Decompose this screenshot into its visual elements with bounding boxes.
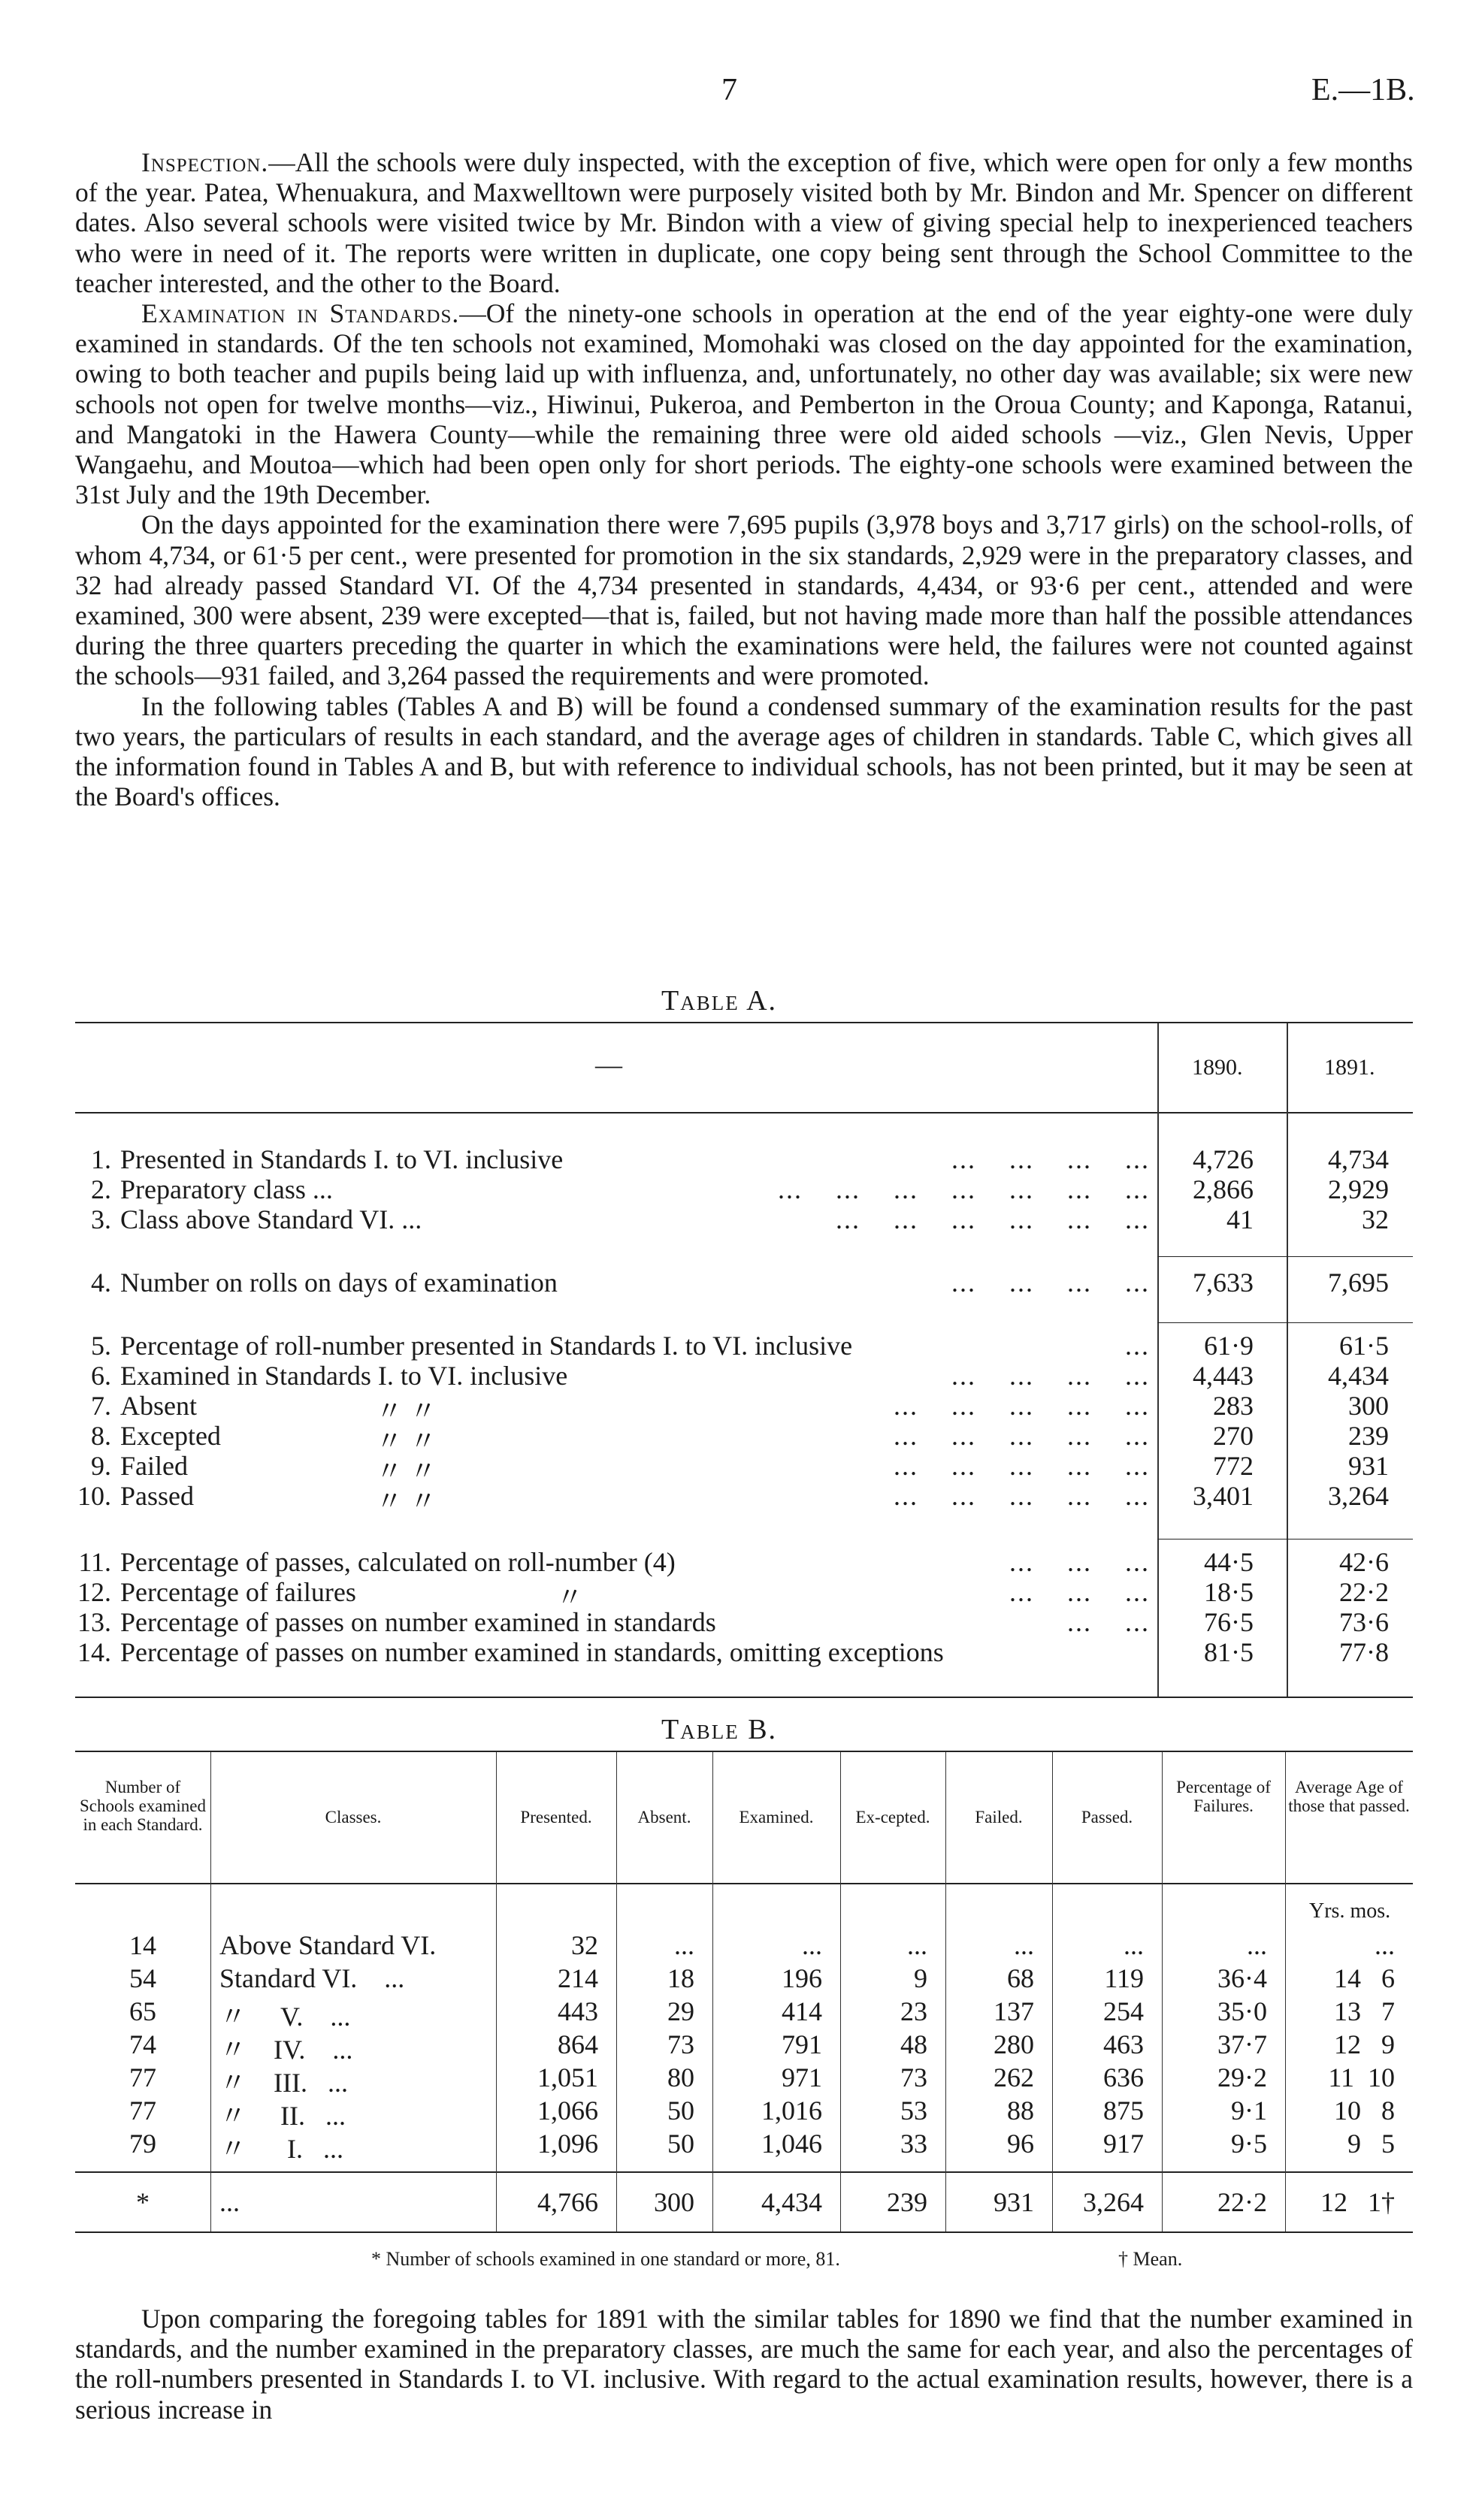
table-b-column-header: Presented. xyxy=(520,1808,592,1827)
table-b-column-divider xyxy=(712,1752,713,2231)
table-a-leader-dots: ... ... ... ... ... xyxy=(894,1481,1150,1511)
table-b-cell-age: ... xyxy=(1375,1930,1395,1960)
table-b-cell-exc: 9 xyxy=(914,1963,927,1993)
table-b-column-divider xyxy=(945,1752,946,2231)
table-a-value-1891: 239 xyxy=(1348,1421,1389,1451)
table-a-row-label: 11. Percentage of passes, calculated on roll-number (4) xyxy=(78,1547,676,1577)
paragraph-lead: Examination in Standards. xyxy=(141,298,460,329)
table-a-row-label: 5. Percentage of roll-number presented in Standards I. to VI. inclusive xyxy=(91,1331,853,1361)
table-a-value-1891: 931 xyxy=(1348,1451,1389,1481)
table-b-cell-age: 11 10 xyxy=(1328,2062,1395,2092)
table-a-row-label: 7. Absent xyxy=(91,1391,197,1421)
table-b-cell-fail: 88 xyxy=(1007,2095,1034,2126)
table-b-cell-age: 12 9 xyxy=(1334,2029,1395,2059)
table-b-cell-pass: 917 xyxy=(1103,2129,1144,2159)
table-b-column-divider xyxy=(1052,1752,1053,2231)
table-b-cell-abs: 50 xyxy=(667,2095,694,2126)
table-b-cell-schools: 79 xyxy=(129,2129,156,2159)
table-b-cell-cls: 〃 III. ... xyxy=(219,2068,348,2098)
table-a-leader-dots: ... xyxy=(1125,1331,1150,1361)
paragraph-lead: Inspection. xyxy=(141,147,269,177)
table-b-cell-schools: 77 xyxy=(129,2062,156,2092)
table-a-value-1891: 4,434 xyxy=(1328,1361,1389,1391)
table-a-leader-dots: ... ... ... ... xyxy=(951,1268,1150,1298)
table-b-cell-schools: 77 xyxy=(129,2095,156,2126)
table-a-row-label: 3. Class above Standard VI. ... xyxy=(91,1204,422,1234)
table-a-divider xyxy=(1157,1023,1159,1697)
table-a-value-1891: 4,734 xyxy=(1328,1144,1389,1174)
table-b-cell-exc: ... xyxy=(907,1930,927,1960)
table-a-value-1890: 2,866 xyxy=(1193,1174,1254,1204)
table-b-column-header: Absent. xyxy=(637,1808,691,1827)
table-b-cell-fail: 96 xyxy=(1007,2129,1034,2159)
table-b-cell-schools: 14 xyxy=(129,1930,156,1960)
table-a-value-1890: 61·9 xyxy=(1204,1331,1254,1361)
table-b-cell-schools: 54 xyxy=(129,1963,156,1993)
table-b-cell-pre: 1,051 xyxy=(537,2062,598,2092)
table-a-year-1891: 1891. xyxy=(1324,1055,1375,1080)
table-a-title: Table A. xyxy=(661,985,778,1017)
table-b-column-header: Ex-cepted. xyxy=(855,1808,930,1827)
table-b-cell-pre: 32 xyxy=(571,1930,598,1960)
table-a-value-1891: 2,929 xyxy=(1328,1174,1389,1204)
table-a-leader-dots: ... ... ... ... ... xyxy=(894,1451,1150,1481)
table-b-cell-cls: ... xyxy=(219,2187,240,2217)
table-b-cell-exc: 73 xyxy=(900,2062,927,2092)
table-a-value-1890: 270 xyxy=(1213,1421,1254,1451)
table-b-cell-exc: 23 xyxy=(900,1996,927,2026)
table-a-leader-dots: ... ... ... ... ... xyxy=(894,1391,1150,1421)
table-b-cell-fail: 931 xyxy=(994,2187,1034,2217)
table-a-row-label: 12. Percentage of failures xyxy=(77,1577,356,1607)
table-a-value-1890: 76·5 xyxy=(1204,1607,1254,1637)
table-a-ditto-marks: 〃 xyxy=(556,1582,584,1612)
table-b-cell-pct: ... xyxy=(1247,1930,1267,1960)
table-b-cell-age: 12 1† xyxy=(1320,2187,1395,2217)
table-b-cell-pre: 1,066 xyxy=(537,2095,598,2126)
table-b-cell-pass: ... xyxy=(1124,1930,1144,1960)
table-b-cell-abs: 18 xyxy=(667,1963,694,1993)
table-a-leader-dots: ... ... ... xyxy=(1009,1547,1150,1577)
table-a-row-label: 4. Number on rolls on days of examination xyxy=(91,1268,558,1298)
table-b-cell-abs: 73 xyxy=(667,2029,694,2059)
table-b-total-rule xyxy=(75,2171,1413,2173)
table-b-column-header: Percentage of Failures. xyxy=(1176,1778,1271,1815)
table-a-leader-dots: ... ... ... ... ... ... xyxy=(836,1204,1150,1234)
table-b-age-units: Yrs. mos. xyxy=(1309,1899,1391,1923)
table-a-row-label: 9. Failed xyxy=(91,1451,188,1481)
paragraph-inspection: Inspection.—All the schools were duly inspected, with the exception of five, which were open for only a few months of the year. Patea, Whenuakura, and Maxwelltown were purposely visited both by Mr. Bindon and Mr. Spencer on different dates. Also several schools were visited twice by Mr. Bindon with a view of giving special help to inexperienced teachers who were in need of it. The reports were written in duplicate, one copy being sent through the School Committee to the teacher interested, and the other to the Board. xyxy=(75,147,1413,298)
table-b-cell-pct: 9·5 xyxy=(1231,2129,1267,2159)
table-a-row-label: 13. Percentage of passes on number examined in standards xyxy=(77,1607,716,1637)
table-b-cell-pre: 4,766 xyxy=(537,2187,598,2217)
table-a-value-1890: 4,443 xyxy=(1193,1361,1254,1391)
table-b-cell-pass: 254 xyxy=(1103,1996,1144,2026)
table-a-ditto-marks: 〃 〃 xyxy=(376,1456,437,1486)
table-b-cell-fail: 68 xyxy=(1007,1963,1034,1993)
table-b-cell-pre: 443 xyxy=(558,1996,598,2026)
table-b-cell-cls: 〃 I. ... xyxy=(219,2134,343,2164)
table-a-row-label: 14. Percentage of passes on number examined in standards, omitting exceptions xyxy=(77,1637,944,1667)
table-b-head-rule xyxy=(75,1883,1413,1884)
table-b-cell-pre: 864 xyxy=(558,2029,598,2059)
table-b-cell-exd: 414 xyxy=(782,1996,822,2026)
table-b-column-header: Passed. xyxy=(1081,1808,1133,1827)
table-b-cell-cls: 〃 IV. ... xyxy=(219,2035,353,2065)
paragraph-closing: Upon comparing the foregoing tables for 1891 with the similar tables for 1890 we find that the number examined in standards, and the number examined in the preparatory classes, are much the same for each year, and also the percentages of the roll-numbers presented in Standards I. to VI. inclusive. With regard to the actual examination results, however, there is a serious increase in xyxy=(75,2304,1413,2425)
table-a-head-rule xyxy=(75,1112,1413,1113)
table-b-column-divider xyxy=(616,1752,617,2231)
table-a-value-1891: 73·6 xyxy=(1339,1607,1389,1637)
table-b-cell-schools: 65 xyxy=(129,1996,156,2026)
table-b-cell-fail: 280 xyxy=(994,2029,1034,2059)
table-a-row-label: 8. Excepted xyxy=(91,1421,221,1451)
table-b-cell-pass: 636 xyxy=(1103,2062,1144,2092)
table-b-column-header: Classes. xyxy=(325,1808,382,1827)
footnote-mean: † Mean. xyxy=(1118,2248,1183,2270)
table-b-cell-schools: * xyxy=(136,2187,150,2217)
table-b-cell-exc: 53 xyxy=(900,2095,927,2126)
table-b-top-rule xyxy=(75,1751,1413,1752)
table-a-group-rule xyxy=(1157,1256,1413,1257)
table-a-leader-dots: ... ... ... ... xyxy=(951,1361,1150,1391)
table-a-value-1891: 77·8 xyxy=(1339,1637,1389,1667)
table-a-ditto-marks: 〃 〃 xyxy=(376,1426,437,1456)
table-b-cell-cls: 〃 II. ... xyxy=(219,2101,346,2131)
table-b-bottom-rule xyxy=(75,2231,1413,2233)
table-b-cell-exd: 1,046 xyxy=(761,2129,822,2159)
table-b-cell-exd: 196 xyxy=(782,1963,822,1993)
table-a-value-1890: 18·5 xyxy=(1204,1577,1254,1607)
table-a-corner: — xyxy=(595,1050,622,1080)
table-b-cell-exd: 971 xyxy=(782,2062,822,2092)
series-code: E.—1B. xyxy=(1311,73,1415,107)
paragraph-examination: Examination in Standards.—Of the ninety-one schools in operation at the end of the year eighty-one were duly examined in standards. Of the ten schools not examined, Momohaki was closed on the day appointed for the examination, owing to both teacher and pupils being laid up with influenza, and, unfortunately, no other day was available; six were new schools not open for twelve months—viz., Hiwinui, Pukeroa, and Pemberton in the Oroua County; and Kaponga, Ratanui, and Mangatoki in the Hawera County—while the remaining three were old aided schools —viz., Glen Nevis, Upper Wangaehu, and Moutoa—which had been open only for short periods. The eighty-one schools were examined between the 31st July and the 19th December. xyxy=(75,298,1413,510)
table-b-cell-pass: 119 xyxy=(1104,1963,1144,1993)
table-b-column-header: Number of Schools examined in each Standard. xyxy=(80,1778,206,1834)
table-b-cell-pass: 875 xyxy=(1103,2095,1144,2126)
table-a-divider xyxy=(1287,1023,1288,1697)
table-a-value-1890: 283 xyxy=(1213,1391,1254,1421)
table-a-row-label: 10. Passed xyxy=(77,1481,194,1511)
table-b-cell-abs: 80 xyxy=(667,2062,694,2092)
table-b-cell-schools: 74 xyxy=(129,2029,156,2059)
table-b-cell-pct: 36·4 xyxy=(1217,1963,1267,1993)
table-a-value-1890: 81·5 xyxy=(1204,1637,1254,1667)
table-b-column-divider xyxy=(496,1752,497,2231)
table-b-column-divider xyxy=(210,1752,211,2231)
table-b-cell-exd: 1,016 xyxy=(761,2095,822,2126)
table-b-cell-pct: 29·2 xyxy=(1217,2062,1267,2092)
table-a-value-1890: 44·5 xyxy=(1204,1547,1254,1577)
table-a-leader-dots: ... ... ... ... xyxy=(951,1144,1150,1174)
table-a-value-1891: 3,264 xyxy=(1328,1481,1389,1511)
table-a-row-label: 2. Preparatory class ... xyxy=(91,1174,333,1204)
body-text xyxy=(75,147,1413,811)
table-b-cell-age: 10 8 xyxy=(1334,2095,1395,2126)
table-b-cell-age: 14 6 xyxy=(1334,1963,1395,1993)
table-a-leader-dots: ... ... ... ... ... ... ... xyxy=(778,1174,1150,1204)
table-a-value-1890: 7,633 xyxy=(1193,1268,1254,1298)
closing-text xyxy=(75,2304,1413,2425)
table-a-value-1891: 61·5 xyxy=(1339,1331,1389,1361)
table-b-cell-abs: 29 xyxy=(667,1996,694,2026)
table-b-cell-pre: 1,096 xyxy=(537,2129,598,2159)
table-b-cell-pct: 37·7 xyxy=(1217,2029,1267,2059)
table-a-value-1891: 32 xyxy=(1362,1204,1389,1234)
table-a-bottom-rule xyxy=(75,1697,1413,1698)
paragraph-tables-intro: In the following tables (Tables A and B) will be found a condensed summary of the examination results for the past two years, the particulars of results in each standard, and the average ages of children in standards. Table C, which gives all the information found in Tables A and B, but with reference to individual schools, has not been printed, but it may be seen at the Board's offices. xyxy=(75,690,1413,812)
table-a-value-1891: 42·6 xyxy=(1339,1547,1389,1577)
table-a-value-1891: 7,695 xyxy=(1328,1268,1389,1298)
table-b-cell-age: 9 5 xyxy=(1347,2129,1395,2159)
table-b-column-divider xyxy=(1162,1752,1163,2231)
table-b-cell-exd: 4,434 xyxy=(761,2187,822,2217)
table-b-cell-cls: Above Standard VI. xyxy=(219,1930,437,1960)
table-b-cell-abs: ... xyxy=(674,1930,694,1960)
table-a-ditto-marks: 〃 〃 xyxy=(376,1486,437,1516)
table-a-year-1890: 1890. xyxy=(1192,1055,1243,1080)
table-a-row-label: 6. Examined in Standards I. to VI. inclusive xyxy=(91,1361,568,1391)
table-b-cell-age: 13 7 xyxy=(1334,1996,1395,2026)
table-a-value-1890: 4,726 xyxy=(1193,1144,1254,1174)
table-a-leader-dots: ... ... ... xyxy=(1009,1577,1150,1607)
table-b-cell-fail: 262 xyxy=(994,2062,1034,2092)
table-b-title: Table B. xyxy=(661,1714,778,1745)
page-number: 7 xyxy=(721,73,737,107)
table-b-column-header: Failed. xyxy=(975,1808,1023,1827)
table-a-ditto-marks: 〃 〃 xyxy=(376,1396,437,1426)
table-b-cell-pct: 22·2 xyxy=(1217,2187,1267,2217)
table-a-value-1891: 300 xyxy=(1348,1391,1389,1421)
table-b-cell-cls: 〃 V. ... xyxy=(219,2002,351,2032)
table-b-cell-abs: 300 xyxy=(654,2187,694,2217)
table-a-value-1890: 772 xyxy=(1213,1451,1254,1481)
table-b-cell-pre: 214 xyxy=(558,1963,598,1993)
table-a-value-1890: 3,401 xyxy=(1193,1481,1254,1511)
table-b-cell-abs: 50 xyxy=(667,2129,694,2159)
table-b-cell-pct: 9·1 xyxy=(1231,2095,1267,2126)
paragraph-pupils: On the days appointed for the examination there were 7,695 pupils (3,978 boys and 3,717 girls) on the school-rolls, of whom 4,734, or 61·5 per cent., were presented for promotion in the six standards, 2,929 were in the preparatory classes, and 32 had already passed Standard VI. Of the 4,734 presented in standards, 4,434, or 93·6 per cent., attended and were examined, 300 were absent, 239 were excepted—that is, failed, but not having made more than half the possible attendances during the three quarters preceding the quarter in which the examinations were held, the failures were not counted against the schools—931 failed, and 3,264 passed the requirements and were promoted. xyxy=(75,509,1413,691)
table-a-leader-dots: ... ... xyxy=(1067,1607,1150,1637)
table-b-cell-exc: 33 xyxy=(900,2129,927,2159)
table-b-cell-cls: Standard VI. ... xyxy=(219,1963,405,1993)
table-b-cell-exc: 48 xyxy=(900,2029,927,2059)
table-a-top-rule xyxy=(75,1022,1413,1023)
table-a-leader-dots: ... ... ... ... ... xyxy=(894,1421,1150,1451)
table-a-group-rule xyxy=(1157,1322,1413,1323)
table-b-cell-exc: 239 xyxy=(887,2187,927,2217)
table-b-cell-exd: ... xyxy=(802,1930,822,1960)
table-b-column-header: Examined. xyxy=(739,1808,814,1827)
table-a-value-1891: 22·2 xyxy=(1339,1577,1389,1607)
table-b-cell-fail: ... xyxy=(1014,1930,1034,1960)
table-a-value-1890: 41 xyxy=(1226,1204,1254,1234)
table-b-column-header: Average Age of those that passed. xyxy=(1288,1778,1410,1815)
table-a-row-label: 1. Presented in Standards I. to VI. inclusive xyxy=(91,1144,564,1174)
footnote-schools: * Number of schools examined in one standard or more, 81. xyxy=(371,2248,840,2270)
table-b-cell-pass: 463 xyxy=(1103,2029,1144,2059)
table-b-column-divider xyxy=(840,1752,841,2231)
table-b-cell-fail: 137 xyxy=(994,1996,1034,2026)
table-b-cell-pct: 35·0 xyxy=(1217,1996,1267,2026)
table-b-cell-exd: 791 xyxy=(782,2029,822,2059)
table-b-cell-pass: 3,264 xyxy=(1083,2187,1144,2217)
